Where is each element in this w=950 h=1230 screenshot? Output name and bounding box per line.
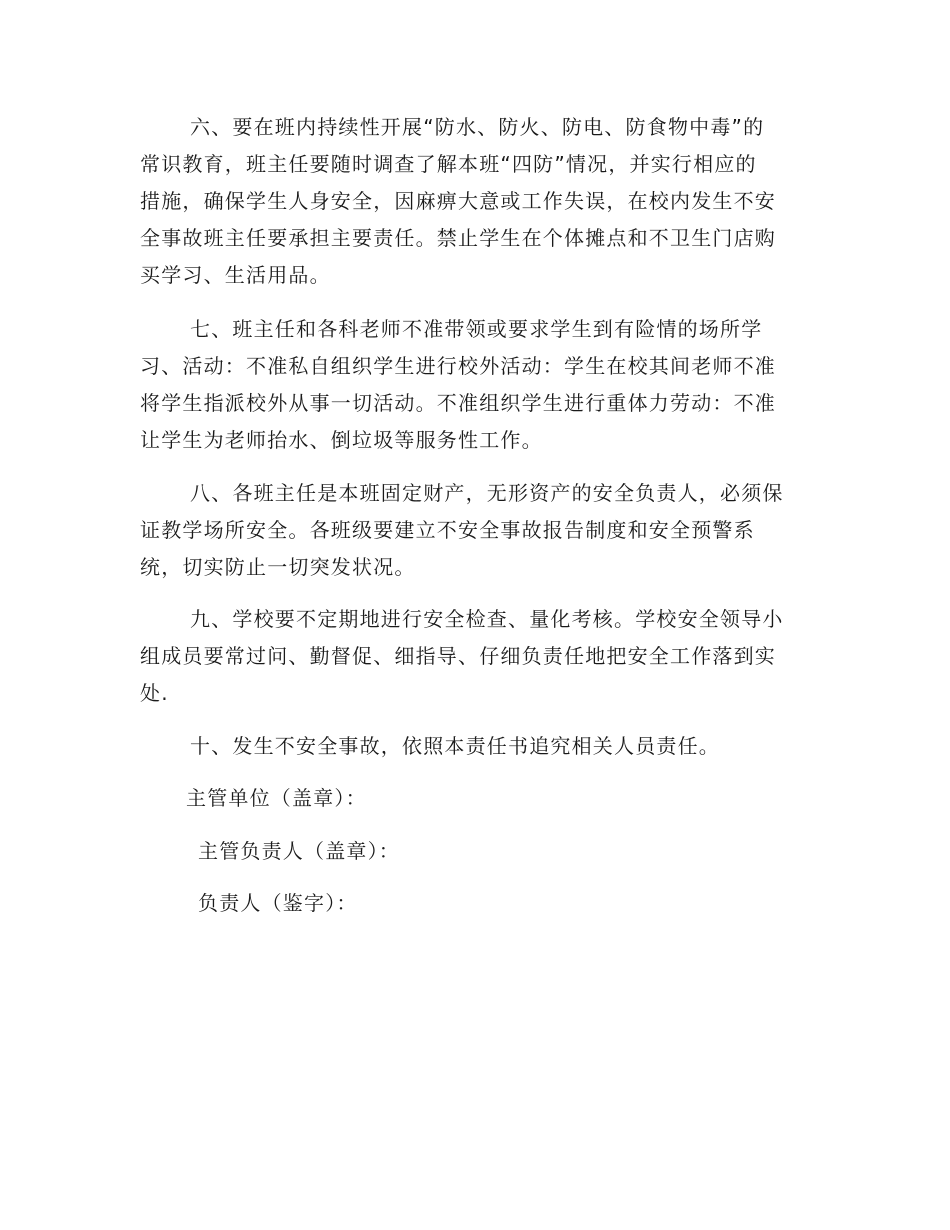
paragraph-6-line-1: 六、要在班内持续性开展“防水、防火、防电、防食物中毒”的 [190,115,765,139]
paragraph-9-line-2: 组成员要常过问、勤督促、细指导、仔细负责任地把安全工作落到实 [140,644,776,668]
paragraph-6-line-5: 买学习、生活用品。 [140,263,331,287]
paragraph-6-line-4: 全事故班主任要承担主要责任。禁止学生在个体摊点和不卫生门店购 [140,226,776,250]
paragraph-7-line-2: 习、活动：不准私自组织学生进行校外活动：学生在校其间老师不准 [140,354,776,378]
signature-manager-seal: 主管负责人（盖章）： [198,839,400,863]
paragraph-8-line-2: 证教学场所安全。各班级要建立不安全事故报告制度和安全预警系 [140,518,755,542]
paragraph-8-line-3: 统，切实防止一切突发状况。 [140,555,416,579]
paragraph-7-line-3: 将学生指派校外从事一切活动。不准组织学生进行重体力劳动：不准 [140,391,776,415]
paragraph-8-line-1: 八、各班主任是本班固定财产，无形资产的安全负责人，必须保 [190,481,784,505]
signature-unit-seal: 主管单位（盖章）： [186,786,367,810]
paragraph-10-line-1: 十、发生不安全事故，依照本责任书追究相关人员责任。 [190,734,720,758]
paragraph-7-line-4: 让学生为老师抬水、倒垃圾等服务性工作。 [140,428,543,452]
paragraph-9-line-3: 处. [140,681,169,705]
signature-person-sign: 负责人（鉴字）： [198,891,358,915]
paragraph-9-line-1: 九、学校要不定期地进行安全检查、量化考核。学校安全领导小 [190,607,784,631]
paragraph-7-line-1: 七、班主任和各科老师不准带领或要求学生到有险情的场所学 [190,317,763,341]
paragraph-6-line-2: 常识教育，班主任要随时调查了解本班“四防”情况，并实行相应的 [140,152,757,176]
paragraph-6-line-3: 措施，确保学生人身安全，因麻痹大意或工作失误，在校内发生不安 [140,189,776,213]
